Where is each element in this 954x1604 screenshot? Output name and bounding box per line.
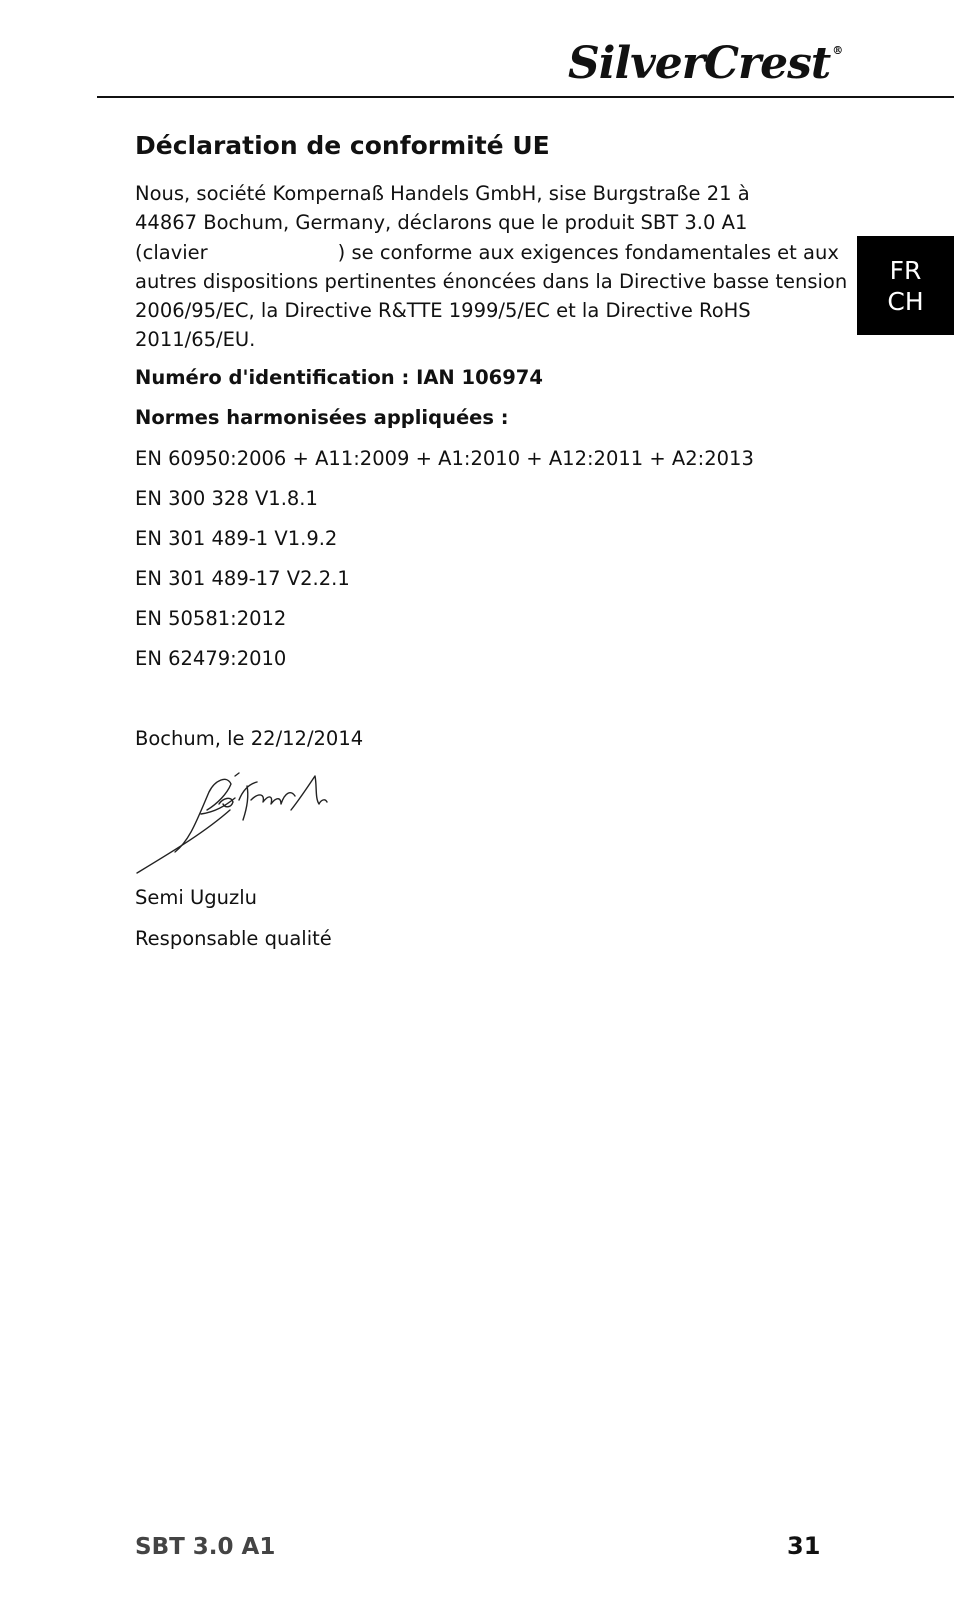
paragraph-line-1: Nous, société Kompernaß Handels GmbH, sise Burgstraße 21 à (135, 182, 750, 205)
header-rule (97, 96, 954, 98)
trademark-symbol: ® (832, 44, 843, 57)
standard-item: EN 300 328 V1.8.1 (135, 487, 318, 510)
silvercrest-logo (568, 38, 842, 89)
declaration-paragraph (135, 179, 848, 355)
page-number: 31 (787, 1532, 821, 1560)
standard-item: EN 301 489-17 V2.2.1 (135, 567, 350, 590)
paragraph-line-3a: (clavier (135, 240, 208, 264)
paragraph-line-3b: ) se conforme aux exigences fondamentales et aux (337, 240, 839, 264)
standard-item: EN 301 489-1 V1.9.2 (135, 527, 338, 550)
paragraph-line-6: 2011/65/EU. (135, 328, 256, 352)
brand-name: SilverCrest (568, 38, 831, 89)
paragraph-line-5: 2006/95/EC, la Directive R&TTE 1999/5/EC et la Directive RoHS (135, 299, 751, 323)
signer-name: Semi Uguzlu (135, 886, 258, 909)
paragraph-line-2: 44867 Bochum, Germany, déclarons que le produit SBT 3.0 A1 (135, 211, 748, 235)
footer-model-number: SBT 3.0 A1 (135, 1534, 276, 1560)
language-tab (857, 236, 954, 335)
paragraph-line-4: autres dispositions pertinentes énoncées dans la Directive basse tension (135, 269, 848, 293)
signer-role: Responsable qualité (135, 927, 332, 950)
identification-number: Numéro d'identification : IAN 106974 (135, 366, 543, 389)
standard-item: EN 50581:2012 (135, 607, 287, 630)
place-date: Bochum, le 22/12/2014 (135, 727, 364, 750)
standard-item: EN 60950:2006 + A11:2009 + A1:2010 + A12:2011 + A2:2013 (135, 447, 754, 470)
language-tab-fr: FR (889, 255, 922, 285)
page-title: Déclaration de conformité UE (135, 131, 550, 160)
language-tab-ch: CH (887, 286, 924, 316)
standard-item: EN 62479:2010 (135, 647, 287, 670)
standards-heading: Normes harmonisées appliquées : (135, 406, 509, 429)
handwritten-signature (135, 770, 335, 880)
